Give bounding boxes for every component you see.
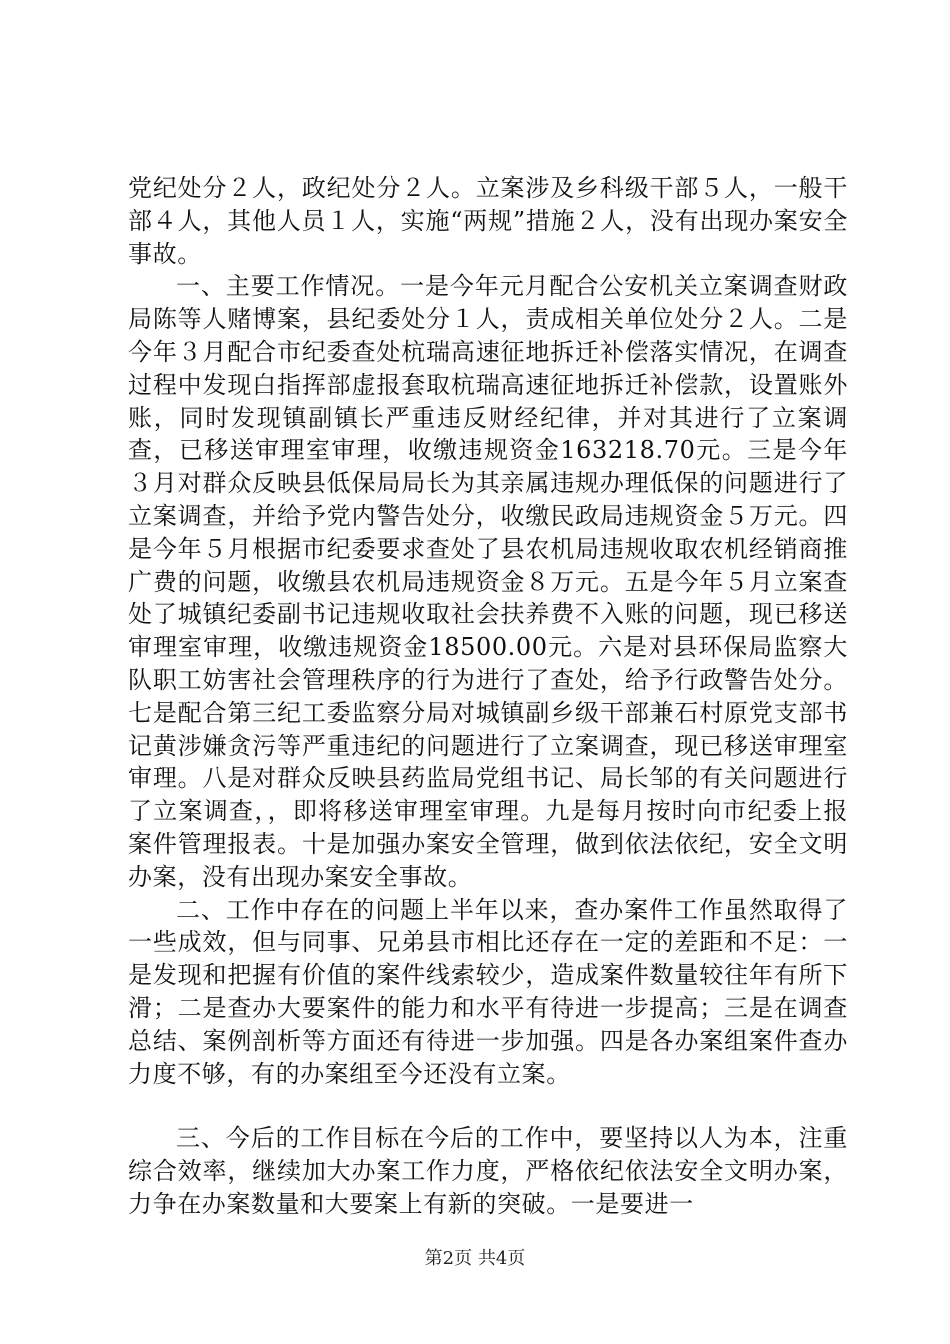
page-footer: 第2页 共4页 — [424, 1248, 526, 1269]
paragraph-summary: 党纪处分２人，政纪处分２人。立案涉及乡科级干部５人，一般干部４人，其他人员１人，实施“两规”措施２人，没有出现办案安全事故。 — [128, 174, 848, 268]
paragraph-goals: 三、今后的工作目标在今后的工作中，要坚持以人为本，注重综合效率，继续加大办案工作力度，严格依纪依法安全文明办案，力争在办案数量和大要案上有新的突破。一是要进一 — [128, 1124, 848, 1218]
paragraph-main-work: 一、主要工作情况。一是今年元月配合公安机关立案调查财政局陈等人赌博案，县纪委处分１人，责成相关单位处分２人。二是今年３月配合市纪委查处杭瑞高速征地拆迁补偿落实情况，在调查过程中发现白指挥部虚报套取杭瑞高速征地拆迁补偿款，设置账外账，同时发现镇副镇长严重违反财经纪律，并对其进行了立案调查，已移送审理室审理，收缴违规资金163218.70元。三是今年３月对群众反映县低保局局长为其亲属违规办理低保的问题进行了立案调查，并给予党内警告处分，收缴民政局违规资金５万元。四是今年５月根据市纪委要求查处了县农机局违规收取农机经销商推广费的问题，收缴县农机局违规资金８万元。五是今年５月立案查处了城镇纪委副书记违规收取社会扶养费不入账的问题，现已移送审理室审理，收缴违规资金18500.00元。六是对县环保局监察大队职工妨害社会管理秩序的行为进行了查处，给予行政警告处分。七是配合第三纪工委监察分局对城镇副乡级干部兼石村原党支部书记黄涉嫌贪污等严重违纪的问题进行了立案调查，现已移送审理室审理。八是对群众反映县药监局党组书记、局长邹的有关问题进行了立案调查，，即将移送审理室审理。九是每月按时向市纪委上报案件管理报表。十是加强办案安全管理，做到依法依纪，安全文明办案，没有出现办案安全事故。 — [128, 272, 848, 891]
document-body — [128, 172, 848, 1221]
paragraph-problems: 二、工作中存在的问题上半年以来，查办案件工作虽然取得了一些成效，但与同事、兄弟县市相比还存在一定的差距和不足：一是发现和把握有价值的案件线索较少，造成案件数量较往年有所下滑；二是查办大要案件的能力和水平有待进一步提高；三是在调查总结、案例剖析等方面还有待进一步加强。四是各办案组案件查办力度不够，有的办案组至今还没有立案。 — [128, 895, 848, 1088]
paragraph-spacer — [128, 1090, 848, 1122]
